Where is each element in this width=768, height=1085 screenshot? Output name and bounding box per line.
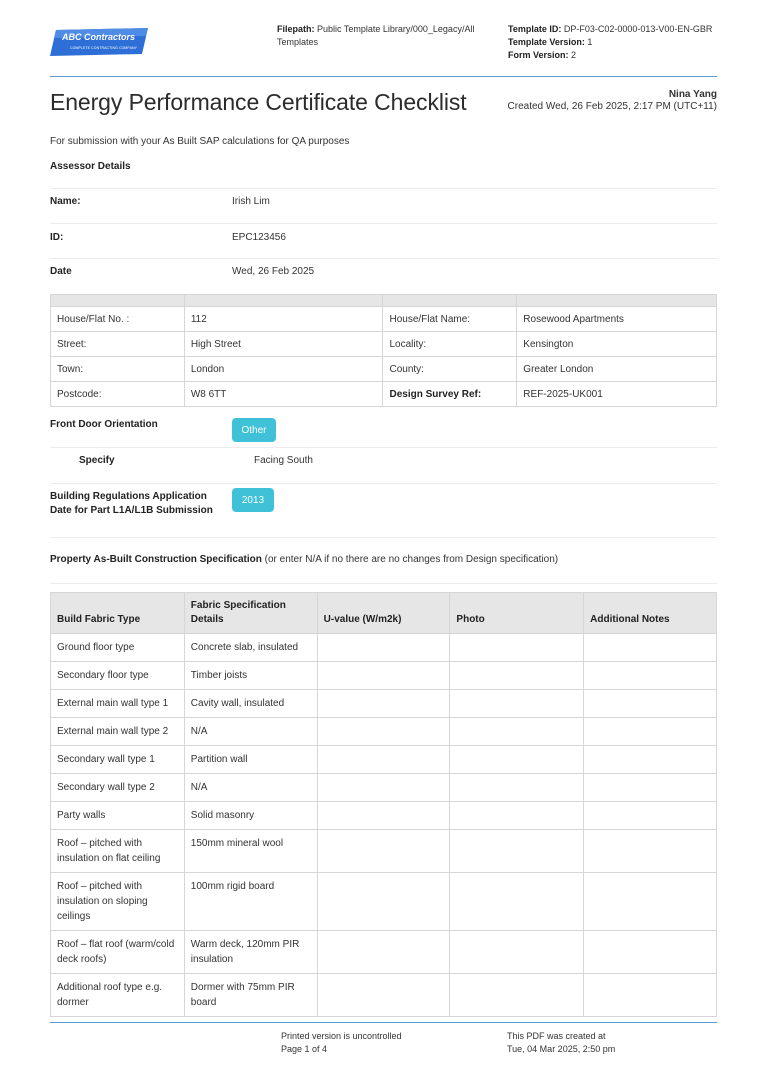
fabric-type-cell: Roof – pitched with insulation on sloping ceilings (51, 873, 185, 931)
photo-cell[interactable] (450, 774, 584, 802)
assessor-name-row (50, 188, 717, 223)
company-logo (50, 28, 148, 56)
filepath-info (277, 23, 487, 49)
col-fabric-spec: Fabric Specification Details (184, 593, 317, 634)
design-survey-ref-value: REF-2025-UK001 (517, 382, 717, 407)
locality-label: Locality: (383, 332, 517, 357)
fabric-type-cell: External main wall type 2 (51, 718, 185, 746)
photo-cell[interactable] (450, 830, 584, 873)
town-label: Town: (51, 357, 185, 382)
fabric-spec-cell: 150mm mineral wool (184, 830, 317, 873)
pdf-created-label: This PDF was created at (507, 1031, 606, 1041)
street-value: High Street (184, 332, 383, 357)
table-row (51, 307, 717, 332)
col-additional-notes: Additional Notes (584, 593, 717, 634)
assessor-name-value: Irish Lim (232, 196, 270, 207)
template-id-value: DP-F03-C02-0000-013-V00-EN-GBR (563, 24, 713, 34)
regulations-label: Building Regulations Application Date for Part L1A/L1B Submission (50, 491, 213, 516)
construction-heading-note: (or enter N/A if no there are no changes from Design specification) (261, 554, 559, 565)
u-value-cell[interactable] (317, 873, 450, 931)
photo-cell[interactable] (450, 690, 584, 718)
table-row (51, 774, 717, 802)
assessor-date-label: Date (50, 266, 72, 277)
table-row (51, 931, 717, 974)
fabric-spec-cell: Warm deck, 120mm PIR insulation (184, 931, 317, 974)
notes-cell[interactable] (584, 718, 717, 746)
table-row (51, 357, 717, 382)
divider (50, 583, 717, 584)
filepath-label: Filepath: (277, 24, 315, 34)
footer-right (507, 1030, 615, 1056)
front-door-orientation-label: Front Door Orientation (50, 419, 158, 430)
filepath-value: Public Template Library/000_Legacy/All Templates (277, 24, 475, 47)
address-table (50, 294, 717, 407)
table-row (51, 634, 717, 662)
u-value-cell[interactable] (317, 690, 450, 718)
regulations-badge[interactable]: 2013 (232, 488, 274, 512)
photo-cell[interactable] (450, 931, 584, 974)
photo-cell[interactable] (450, 746, 584, 774)
photo-cell[interactable] (450, 802, 584, 830)
table-row (51, 802, 717, 830)
col-build-fabric-type: Build Fabric Type (51, 593, 185, 634)
u-value-cell[interactable] (317, 718, 450, 746)
notes-cell[interactable] (584, 774, 717, 802)
notes-cell[interactable] (584, 802, 717, 830)
table-row (51, 974, 717, 1017)
header-divider (50, 76, 717, 77)
form-version-label: Form Version: (508, 50, 569, 60)
photo-cell[interactable] (450, 873, 584, 931)
notes-cell[interactable] (584, 690, 717, 718)
template-id-label: Template ID: (508, 24, 562, 34)
fabric-spec-cell: Timber joists (184, 662, 317, 690)
photo-cell[interactable] (450, 974, 584, 1017)
page-number: Page 1 of 4 (281, 1044, 328, 1054)
table-row (51, 873, 717, 931)
house-name-label: House/Flat Name: (383, 307, 517, 332)
orientation-specify-row (50, 447, 717, 483)
fabric-type-cell: Additional roof type e.g. dormer (51, 974, 185, 1017)
logo-name: ABC Contractors (62, 32, 136, 42)
notes-cell[interactable] (584, 931, 717, 974)
specify-label: Specify (79, 455, 115, 466)
fabric-type-cell: Ground floor type (51, 634, 185, 662)
form-version-value: 2 (571, 50, 577, 60)
notes-cell[interactable] (584, 746, 717, 774)
logo-tagline: COMPLETE CONTRACTING COMPANY (70, 46, 138, 50)
fabric-type-cell: Roof – pitched with insulation on flat ceiling (51, 830, 185, 873)
address-table-header (51, 295, 717, 307)
house-name-value: Rosewood Apartments (517, 307, 717, 332)
street-label: Street: (51, 332, 185, 357)
county-value: Greater London (517, 357, 717, 382)
table-row (51, 830, 717, 873)
table-row (51, 382, 717, 407)
table-row (51, 662, 717, 690)
fabric-spec-cell: Dormer with 75mm PIR board (184, 974, 317, 1017)
page-subtitle: For submission with your As Built SAP calculations for QA purposes (50, 136, 350, 147)
specify-value: Facing South (254, 455, 313, 466)
assessor-id-row (50, 223, 717, 258)
postcode-value: W8 6TT (184, 382, 383, 407)
fabric-spec-cell: N/A (184, 718, 317, 746)
fabric-type-cell: Party walls (51, 802, 185, 830)
table-row (51, 332, 717, 357)
house-no-value: 112 (184, 307, 383, 332)
photo-cell[interactable] (450, 662, 584, 690)
author-block (508, 89, 717, 113)
template-version-value: 1 (587, 37, 593, 47)
footer-divider (50, 1022, 717, 1023)
u-value-cell[interactable] (317, 774, 450, 802)
locality-value: Kensington (517, 332, 717, 357)
u-value-cell[interactable] (317, 974, 450, 1017)
table-row (51, 746, 717, 774)
assessor-id-label: ID: (50, 232, 64, 243)
fabric-spec-cell: 100mm rigid board (184, 873, 317, 931)
orientation-badge[interactable]: Other (232, 418, 276, 442)
assessor-date-row (50, 258, 717, 285)
uncontrolled-notice: Printed version is uncontrolled (281, 1031, 402, 1041)
fabric-spec-cell: Cavity wall, insulated (184, 690, 317, 718)
notes-cell[interactable] (584, 830, 717, 873)
fabric-table-header (51, 593, 717, 634)
notes-cell[interactable] (584, 873, 717, 931)
fabric-table (50, 592, 717, 1017)
house-no-label: House/Flat No. : (51, 307, 185, 332)
photo-cell[interactable] (450, 634, 584, 662)
u-value-cell[interactable] (317, 746, 450, 774)
photo-cell[interactable] (450, 718, 584, 746)
fabric-type-cell: Secondary wall type 1 (51, 746, 185, 774)
notes-cell[interactable] (584, 662, 717, 690)
u-value-cell[interactable] (317, 802, 450, 830)
fabric-spec-cell: Concrete slab, insulated (184, 634, 317, 662)
u-value-cell[interactable] (317, 634, 450, 662)
u-value-cell[interactable] (317, 662, 450, 690)
template-info (508, 23, 748, 62)
u-value-cell[interactable] (317, 830, 450, 873)
table-row (51, 718, 717, 746)
town-value: London (184, 357, 383, 382)
postcode-label: Postcode: (51, 382, 185, 407)
table-row (51, 690, 717, 718)
notes-cell[interactable] (584, 974, 717, 1017)
fabric-type-cell: Secondary wall type 2 (51, 774, 185, 802)
construction-heading (50, 554, 558, 565)
notes-cell[interactable] (584, 634, 717, 662)
created-timestamp: Created Wed, 26 Feb 2025, 2:17 PM (UTC+11) (507, 101, 717, 112)
page-title: Energy Performance Certificate Checklist (50, 89, 467, 115)
assessor-name-label: Name: (50, 196, 81, 207)
design-survey-ref-label: Design Survey Ref: (383, 382, 517, 407)
template-version-label: Template Version: (508, 37, 585, 47)
col-u-value: U-value (W/m2k) (317, 593, 450, 634)
fabric-spec-cell: Solid masonry (184, 802, 317, 830)
assessor-id-value: EPC123456 (232, 232, 286, 243)
county-label: County: (383, 357, 517, 382)
fabric-type-cell: Secondary floor type (51, 662, 185, 690)
fabric-spec-cell: N/A (184, 774, 317, 802)
footer-left (281, 1030, 402, 1056)
regulations-row (50, 483, 717, 537)
fabric-spec-cell: Partition wall (184, 746, 317, 774)
u-value-cell[interactable] (317, 931, 450, 974)
col-photo: Photo (450, 593, 584, 634)
construction-heading-bold: Property As-Built Construction Specification (50, 554, 262, 565)
fabric-type-cell: Roof – flat roof (warm/cold deck roofs) (51, 931, 185, 974)
fabric-type-cell: External main wall type 1 (51, 690, 185, 718)
construction-heading-row (50, 537, 717, 583)
pdf-created-date: Tue, 04 Mar 2025, 2:50 pm (507, 1044, 616, 1054)
author-name: Nina Yang (668, 89, 717, 100)
assessor-date-value: Wed, 26 Feb 2025 (232, 266, 315, 277)
assessor-heading: Assessor Details (50, 161, 131, 172)
